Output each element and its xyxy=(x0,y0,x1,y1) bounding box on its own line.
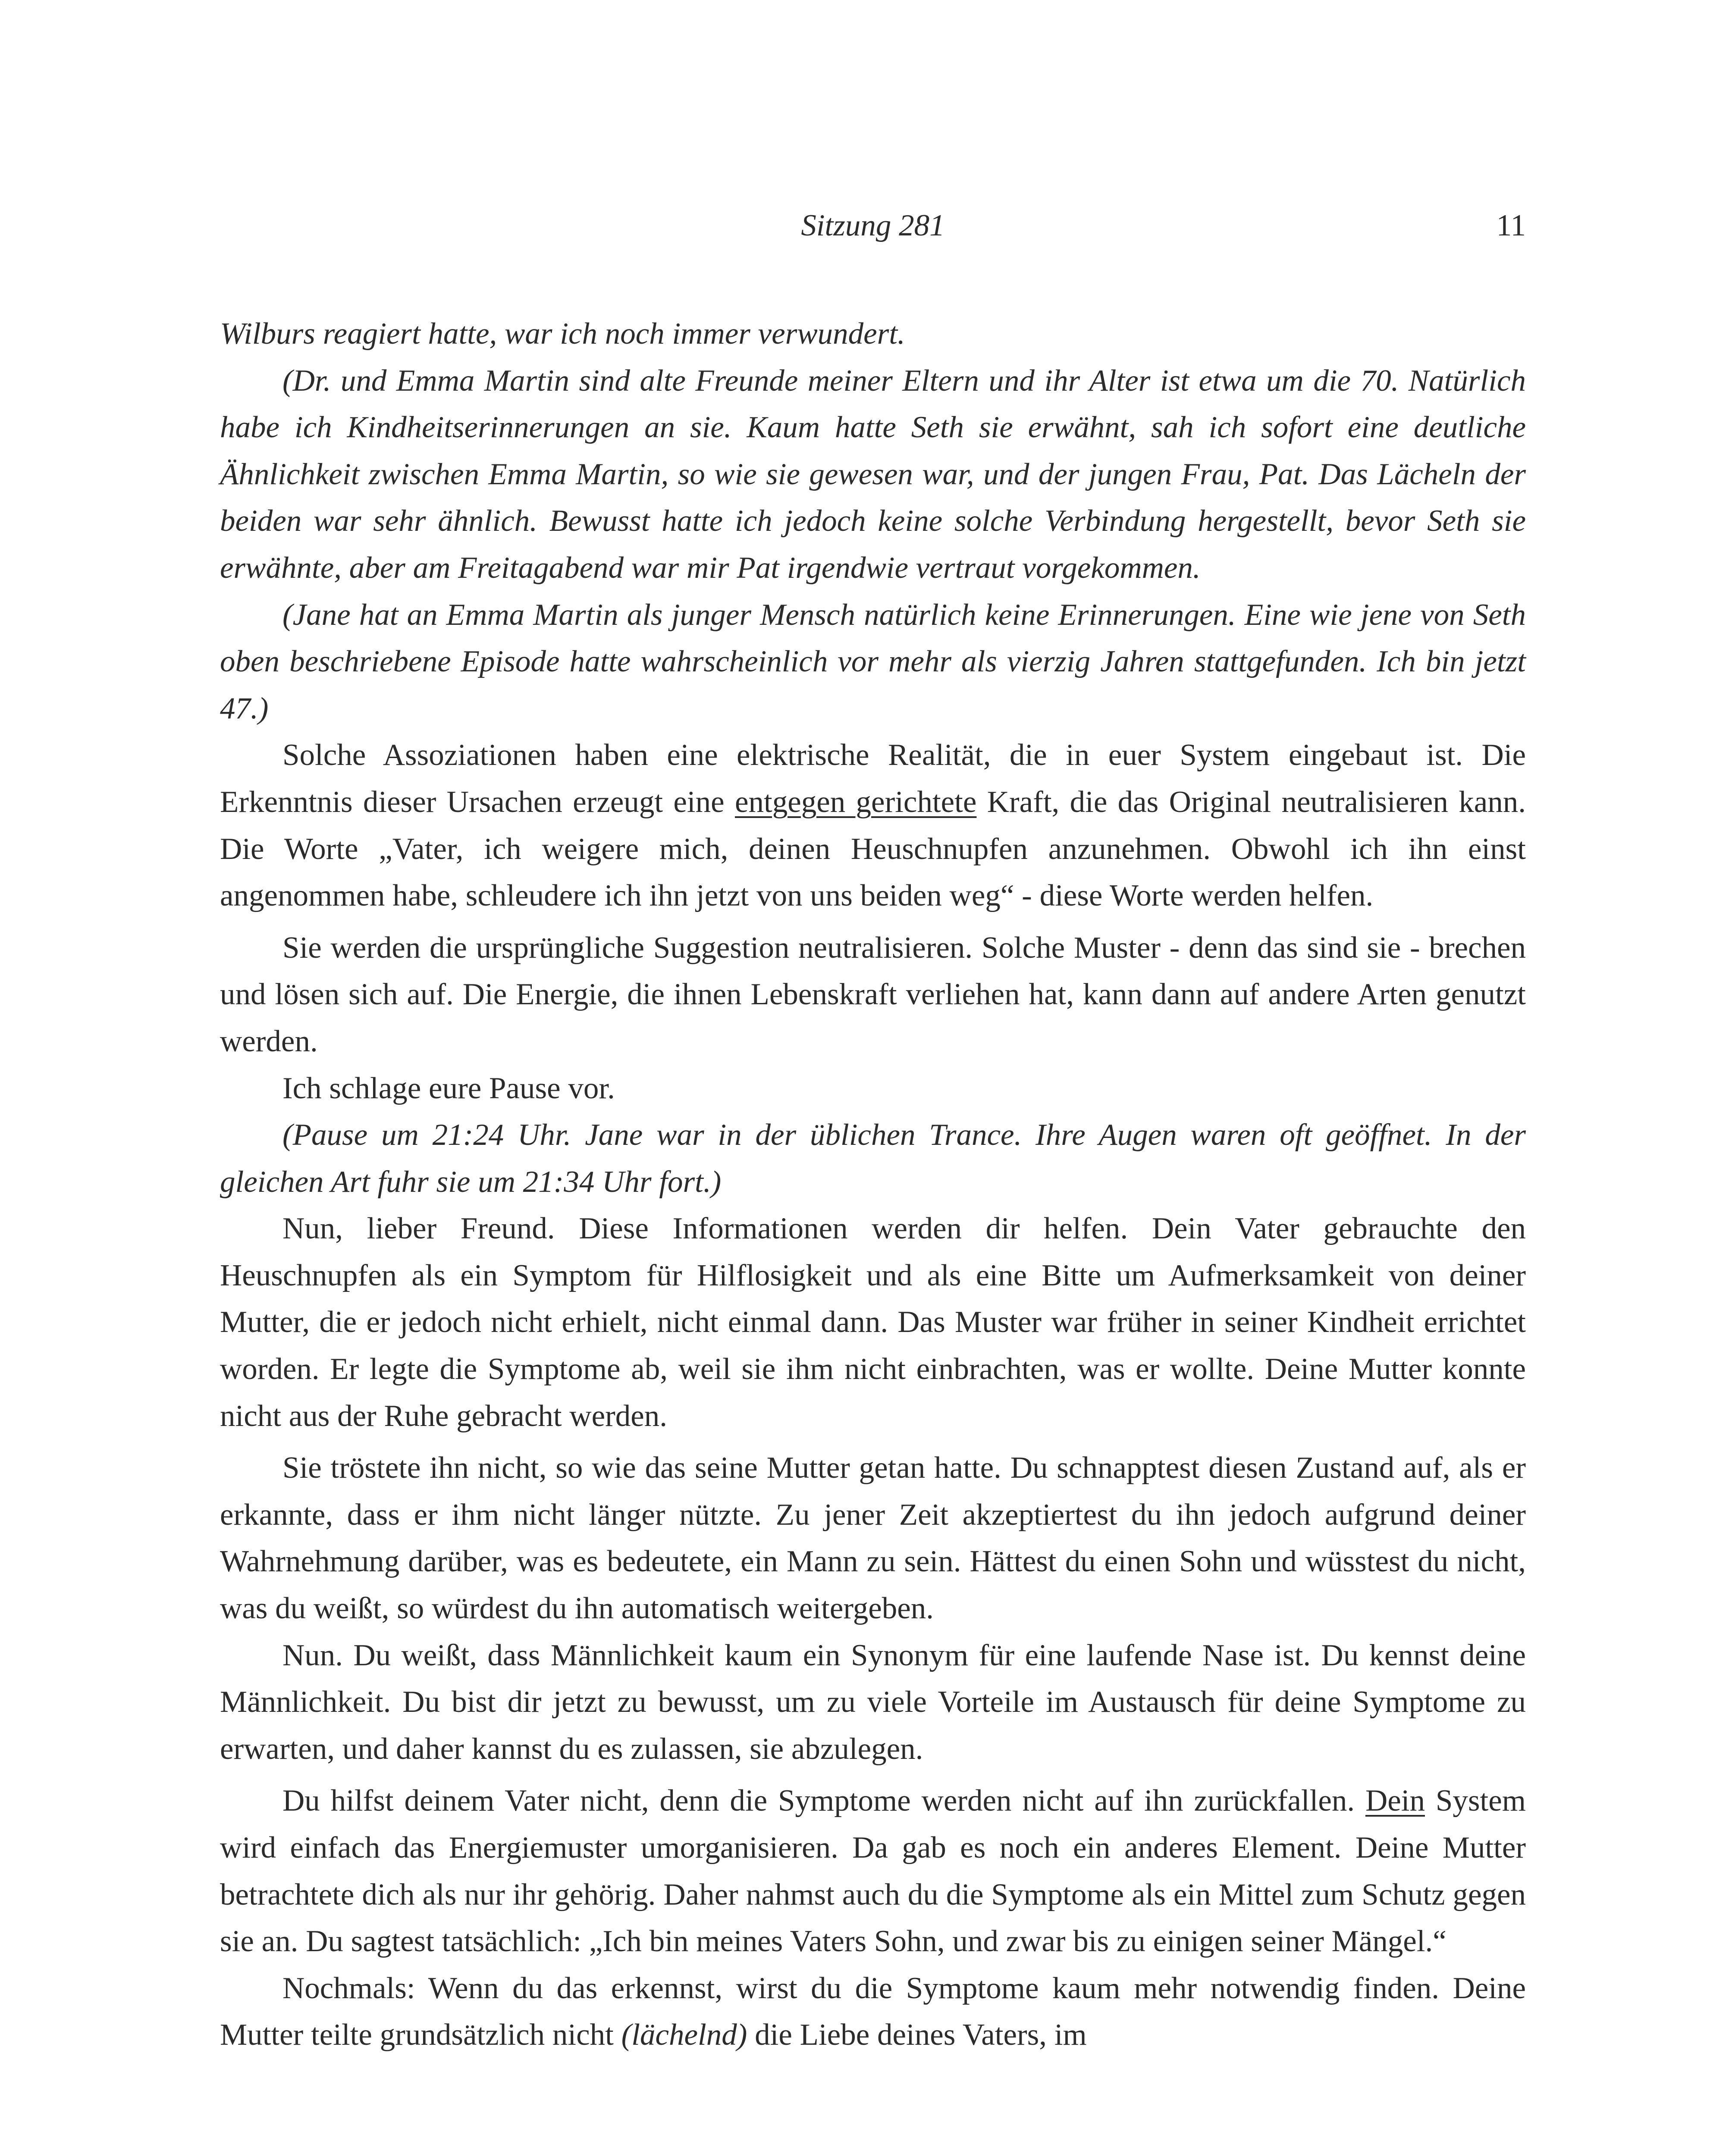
paragraph-text: Du hilfst deinem Vater nicht, denn die Symptome werden nicht auf ihn zurückfallen. xyxy=(282,1784,1365,1818)
paragraph-note-pause: (Pause um 21:24 Uhr. Jane war in der üblichen Trance. Ihre Augen waren oft geöffnet. In der gleichen Art fuhr sie um 21:34 Uhr fort.) xyxy=(220,1118,1526,1199)
italic-aside: (lächelnd) xyxy=(621,2018,747,2052)
running-header xyxy=(220,202,1526,249)
paragraph-pause-suggestion: Ich schlage eure Pause vor. xyxy=(282,1071,615,1105)
paragraph-text: System wird einfach das Energiemuster umorganisieren. Da gab es noch ein anderes Element. Deine Mutter betrachtete dich als nur ihr gehörig. Daher nahmst auch du die Symptome als ein Mittel zum Schutz gegen sie an. Du sagtest tatsächlich: „Ich bin meines Vaters Sohn, und zwar bis zu einigen seiner Mängel.“ xyxy=(220,1784,1526,1959)
paragraph-text: Nochmals: Wenn du das erkennst, wirst du die Symptome kaum mehr notwendig finden. Deine Mutter teilte grundsätzlich nicht xyxy=(220,1971,1526,2052)
paragraph-energy-pattern xyxy=(220,1777,1526,1965)
paragraph-note-martin: (Dr. und Emma Martin sind alte Freunde meiner Eltern und ihr Alter ist etwa um die 70. Natürlich habe ich Kindheitserinnerungen an sie. Kaum hatte Seth sie erwähnt, sah ich sofort eine deutliche Ähnlichkeit zwischen Emma Martin, so wie sie gewesen war, und der jungen Frau, Pat. Das Lächeln der beiden war sehr ähnlich. Bewusst hatte ich jedoch keine solche Verbindung hergestellt, bevor Seth sie erwähnte, aber am Freitagabend war mir Pat irgendwie vertraut vorgekommen. xyxy=(220,364,1526,585)
page-number: 11 xyxy=(1496,209,1526,242)
body-text xyxy=(220,310,1526,2059)
paragraph-father-symptom: Nun, lieber Freund. Diese Informationen werden dir helfen. Dein Vater gebrauchte den Heuschnupfen als ein Symptom für Hilflosigkeit und als eine Bitte um Aufmerksamkeit von deiner Mutter, die er jedoch nicht erhielt, nicht einmal dann. Das Muster war früher in seiner Kindheit errichtet worden. Er legte die Symptome ab, weil sie ihm nicht einbrachten, was er wollte. Deine Mutter konnte nicht aus der Ruhe gebracht werden. xyxy=(220,1212,1526,1433)
paragraph-suggestion: Sie werden die ursprüngliche Suggestion neutralisieren. Solche Muster - denn das sind sie - brechen und lösen sich auf. Die Energie, die ihnen Lebenskraft verliehen hat, kann dann auf andere Arten genutzt werden. xyxy=(220,931,1526,1058)
underlined-phrase: entgegen gerichtete xyxy=(734,785,977,819)
paragraph-text: Solche Assoziationen haben eine elektrische Realität, die in euer System eingebaut ist. Die Erkenntnis dieser Ursachen erzeugt eine xyxy=(220,738,1526,819)
paragraph-recognition xyxy=(220,1965,1526,2059)
paragraph-note-continued: Wilburs reagiert hatte, war ich noch immer verwundert. xyxy=(220,317,905,351)
paragraph-text: die Liebe deines Vaters, im xyxy=(747,2018,1087,2052)
underlined-word: Dein xyxy=(1365,1784,1425,1818)
paragraph-masculinity: Nun. Du weißt, dass Männlichkeit kaum ein Synonym für eine laufende Nase ist. Du kennst deine Männlichkeit. Du bist dir jetzt zu bewusst, um zu viele Vorteile im Austausch für deine Symptome zu erwarten, und daher kannst du es zulassen, sie abzulegen. xyxy=(220,1638,1526,1766)
paragraph-mother-comfort: Sie tröstete ihn nicht, so wie das seine Mutter getan hatte. Du schnapptest diesen Zustand auf, als er erkannte, dass er ihm nicht länger nützte. Zu jener Zeit akzeptiertest du ihn jedoch aufgrund deiner Wahrnehmung darüber, was es bedeutete, ein Mann zu sein. Hättest du einen Sohn und wüsstest du nicht, was du weißt, so würdest du ihn automatisch weitergeben. xyxy=(220,1451,1526,1626)
paragraph-associations xyxy=(220,732,1526,919)
running-title: Sitzung 281 xyxy=(801,209,945,242)
paragraph-text: Kraft, die das Original neutralisieren kann. Die Worte „Vater, ich weigere mich, deinen Heuschnupfen anzunehmen. Obwohl ich ihn einst angenommen habe, schleudere ich ihn jetzt von uns beiden weg“ - diese Worte werden helfen. xyxy=(220,785,1526,913)
paragraph-note-jane: (Jane hat an Emma Martin als junger Mensch natürlich keine Erinnerungen. Eine wie jene von Seth oben beschriebene Episode hatte wahrscheinlich vor mehr als vierzig Jahren stattgefunden. Ich bin jetzt 47.) xyxy=(220,598,1526,725)
